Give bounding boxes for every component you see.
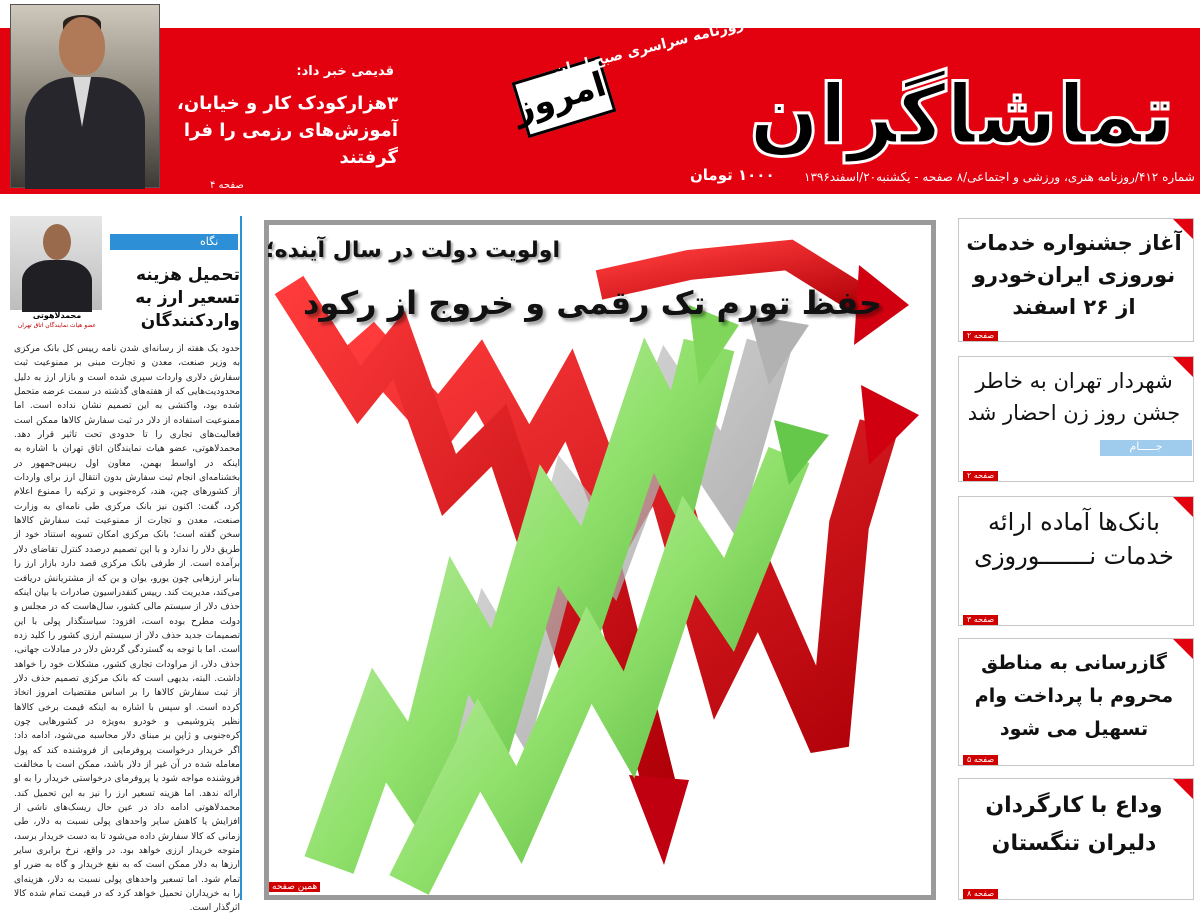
feature-headline[interactable]: حفظ تورم تک رقمی و خروج از رکود [303,284,882,322]
news-box-title: گازرسانی به مناطق محروم با پرداخت وام تسهیل می شود [974,652,1174,740]
feature-image[interactable] [264,220,936,900]
news-box-title: آغاز جشنواره خدمات نوروزی ایران‌خودرو از ۲۶ اسفند [966,231,1182,319]
section-bar [110,234,238,250]
columnist-photo [10,216,102,310]
logo-wordmark: تماشاگران [749,68,1174,163]
overlay-tag: جـــــام [1100,440,1192,456]
column-body: حدود یک هفته از رسانه‌ای شدن نامه رییس کل بانک مرکزی به وزیر صنعت، معدن و تجارت مبنی بر ممنوعیت ثبت سفارش دلاری واردات سپری شده است و بازار ارز به دلیل محدودیت‌هایی که از هفته‌های گذشته در سمت عرضه متحمل شده بود، واکنشی به این تصمیم نشان نداده است. اما ممنوعیت استفاده از دلار در ثبت سفارش کالاها ممکن است فعالیت‌های تجاری را تا حدودی تحت تاثیر قرار دهد. محمدلاهوتی، عضو هیات نمایندگان اتاق تهران با اشاره به اینکه در اواسط بهمن، معاون اول رییس‌جمهور در بخشنامه‌ای انجام ثبت سفارش بدون انتقال ارز برای واردات از کشورهای چین، هند، کره‌جنوبی و ترکیه را ممنوع اعلام کرد، گفت: اکنون نیز بانک مرکزی طی نامه‌ای به وزارت صنعت، معدن و تجارت از ممنوعیت ثبت سفارش کالاها سخن گفته است؛ بانک مرکزی امکان تسویه استناد خود از طریق دلار را ندارد و با این تصمیم درصدد کنترل تقاضای دلار برآمده است. از طرفی بانک مرکزی قصد دارد بازار ارز را بنابر ارزهایی چون یورو، یوان و ین که از مشتریانش دریافت می‌کند، مدیریت کند. رییس کنفدراسیون صادرات با بیان اینکه حذف دلار از سیستم مالی کشور، سال‌هاست که در مجلس و دولت مطرح بوده است، افزود: سیاستگذار پولی با این تصمیمات جدید حذف دلار از سیستم ارزی کشور را کلید زده است. اما با توجه به گستردگی گردش دلار در مبادلات جهانی، حذف دلار، از مراودات تجاری کشور، مشکلات خود را خواهد داشت. البته، بدیهی است که بانک مرکزی تصمیم حذف دلار از ثبت سفارش کالاها را بر اساس مقتضیات امروز اتخاذ کرده است. او سپس با اشاره به اینکه قیمت برخی کالاها نظیر پتروشیمی و خودرو به‌ویژه در کشورهایی چون کره‌جنوبی و ژاپن بر مبنای دلار محاسبه می‌شود، ادامه داد: اگر خریدار درخواست پروفرمایی از فروشنده کند که پول معامله شده در آن غیر از دلار باشد، ممکن است با مخالفت فروشنده مواجه شود یا پروفرمای درخواستی خریدار را به او ارائه ندهد. اما هزینه تسعیر ارز را نیز به این تحمیل کند. محمدلاهوتی ادامه داد در عین حال ریسک‌های ناشی از افزایش یا کاهش سایر واحدهای پولی نسبت به دلار، طی زمانی که کالا سفارش داده می‌شود تا به دست خریدار برسد، متوجه خریدار ارزی خواهد بود. در واقع، نرخ برابری سایر ارزها به دلار ممکن است که به نفع خریدار و گاه به ضرر او تمام شود. اما تسعیر واحدهای پولی نسبت به دلار، هزینه‌ای را به خریداران تحمیل خواهد کرد که در قیمت تمام شده کالا اثرگذار است. [14,344,240,914]
news-box-title: بانک‌ها آماده ارائه خدمات نـــــــوروزی [974,508,1174,570]
columnist-name: محمدلاهوتی [32,311,82,320]
news-box-page: صفحه ۲ [963,471,998,481]
columnist-role: عضو هیات نمایندگان اتاق تهران [17,322,97,329]
column-title[interactable]: تحمیل هزینه تسعیر ارز به واردکنندگان [135,265,240,331]
price: ۱۰۰۰ تومان [690,166,775,184]
news-box[interactable] [958,218,1194,342]
logo-badge: امروز [512,56,617,138]
news-box[interactable] [958,496,1194,626]
news-box-title: وداع با کارگردان دلیران تنگستان [985,793,1163,856]
column-divider [240,216,242,900]
news-box[interactable] [958,356,1194,482]
feature-kicker: اولویت دولت در سال آینده؛ [265,238,560,263]
issue-info: شماره ۴۱۲/روزنامه هنری، ورزشی و اجتماعی/۸ صفحه - یکشنبه۲۰/اسفند۱۳۹۶ [804,170,1195,184]
top-story-page: صفحه ۴ [210,180,244,191]
newspaper-logo [660,36,1200,166]
top-story-photo [10,4,160,188]
news-box-page: صفحه ۸ [963,889,998,899]
news-box[interactable] [958,638,1194,766]
news-box-title: شهردار تهران به خاطر جشن روز زن احضار شد [967,369,1181,425]
top-story-headline[interactable]: ۳هزارکودک کار و خیابان، آموزش‌های رزمی را فرا گرفتند [176,93,398,168]
top-story-kicker: قدیمی خبر داد: [296,64,394,79]
news-box-page: صفحه ۲ [963,331,998,341]
news-box[interactable] [958,778,1194,900]
news-box-page: صفحه ۳ [963,615,998,625]
section-label: نگاه [200,235,219,248]
feature-page: همین صفحه [269,882,320,892]
arrow-graphic [265,225,931,895]
news-box-page: صفحه ۵ [963,755,998,765]
masthead-tagline: روزنامه سراسری صبح ایران [552,16,746,80]
